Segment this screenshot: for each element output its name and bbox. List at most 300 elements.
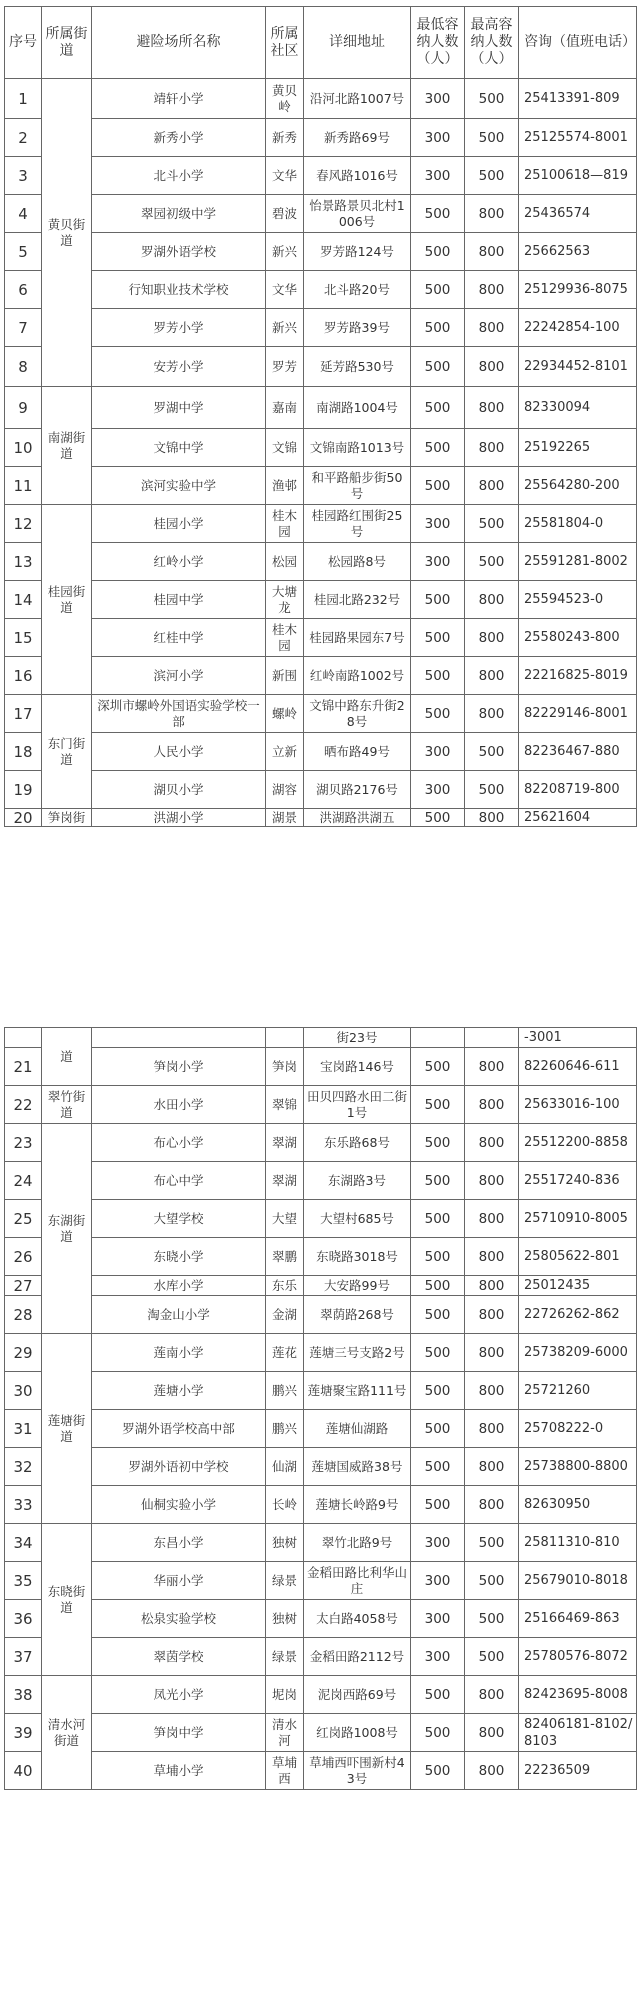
- phone-cell: 82208719-800: [519, 771, 637, 809]
- shelter-name: 布心小学: [92, 1124, 266, 1162]
- header-row: [5, 7, 637, 79]
- phone-cell: -3001: [519, 1028, 637, 1048]
- phone-cell: 82229146-8001: [519, 695, 637, 733]
- address-cell: 南湖路1004号: [304, 387, 411, 429]
- header-street: 所属街道: [42, 7, 92, 79]
- address-cell: 文锦中路东升街28号: [304, 695, 411, 733]
- phone-cell: 25780576-8072: [519, 1638, 637, 1676]
- community-cell: 湖景: [266, 809, 304, 827]
- community-cell: 碧波: [266, 195, 304, 233]
- address-cell: 金稻田路比利华山庄: [304, 1562, 411, 1600]
- max-capacity: 800: [465, 1086, 519, 1124]
- address-cell: 莲塘仙湖路: [304, 1410, 411, 1448]
- table-row: [5, 1562, 637, 1600]
- min-capacity: 300: [411, 505, 465, 543]
- table-row: [5, 657, 637, 695]
- table-row: [5, 1238, 637, 1276]
- min-capacity: 500: [411, 1752, 465, 1790]
- max-capacity: 800: [465, 1372, 519, 1410]
- table-row: [5, 387, 637, 429]
- address-cell: 洪湖路洪湖五: [304, 809, 411, 827]
- min-capacity: 500: [411, 271, 465, 309]
- table-row: [5, 1372, 637, 1410]
- max-capacity: 500: [465, 1638, 519, 1676]
- min-capacity: 500: [411, 809, 465, 827]
- row-number: 40: [5, 1752, 42, 1790]
- max-capacity: 800: [465, 619, 519, 657]
- community-cell: 大望: [266, 1200, 304, 1238]
- shelter-name: 湖贝小学: [92, 771, 266, 809]
- street-cell: 清水河街道: [42, 1676, 92, 1790]
- community-cell: 东乐: [266, 1276, 304, 1296]
- table-row: [5, 1448, 637, 1486]
- phone-cell: 25517240-836: [519, 1162, 637, 1200]
- min-capacity: 500: [411, 429, 465, 467]
- table-row: [5, 309, 637, 347]
- min-capacity: 500: [411, 1276, 465, 1296]
- max-capacity: 800: [465, 1676, 519, 1714]
- table-row: [5, 271, 637, 309]
- max-capacity: 800: [465, 1410, 519, 1448]
- min-capacity: 300: [411, 771, 465, 809]
- max-capacity: 500: [465, 1524, 519, 1562]
- max-capacity: 800: [465, 1486, 519, 1524]
- community-cell: 独树: [266, 1600, 304, 1638]
- street-cell: 东晓街道: [42, 1524, 92, 1676]
- address-cell: 红岭南路1002号: [304, 657, 411, 695]
- table-row: [5, 429, 637, 467]
- shelter-name: 翠园初级中学: [92, 195, 266, 233]
- phone-cell: 25805622-801: [519, 1238, 637, 1276]
- shelter-name: 莲南小学: [92, 1334, 266, 1372]
- community-cell: 莲花: [266, 1334, 304, 1372]
- community-cell: 绿景: [266, 1562, 304, 1600]
- max-capacity: 800: [465, 1296, 519, 1334]
- row-number: 7: [5, 309, 42, 347]
- min-capacity: 300: [411, 79, 465, 119]
- table-row: [5, 1162, 637, 1200]
- community-cell: 仙湖: [266, 1448, 304, 1486]
- phone-cell: 82423695-8008: [519, 1676, 637, 1714]
- community-cell: 新秀: [266, 119, 304, 157]
- street-cell: 南湖街道: [42, 387, 92, 505]
- min-capacity: 500: [411, 309, 465, 347]
- max-capacity: 800: [465, 1048, 519, 1086]
- min-capacity: 500: [411, 1296, 465, 1334]
- table-row: [5, 733, 637, 771]
- min-capacity: 500: [411, 1448, 465, 1486]
- shelter-name: 水田小学: [92, 1086, 266, 1124]
- row-number: 19: [5, 771, 42, 809]
- shelter-name: 行知职业技术学校: [92, 271, 266, 309]
- row-number: 10: [5, 429, 42, 467]
- row-number: 26: [5, 1238, 42, 1276]
- min-capacity: 500: [411, 1410, 465, 1448]
- address-cell: 田贝四路水田二街1号: [304, 1086, 411, 1124]
- address-cell: 翠荫路268号: [304, 1296, 411, 1334]
- row-number: 34: [5, 1524, 42, 1562]
- community-cell: 文锦: [266, 429, 304, 467]
- min-capacity: 500: [411, 1048, 465, 1086]
- address-cell: 桂园路果园东7号: [304, 619, 411, 657]
- table-row: [5, 543, 637, 581]
- community-cell: 新围: [266, 657, 304, 695]
- table-row: [5, 1200, 637, 1238]
- table-row: [5, 771, 637, 809]
- min-capacity: 500: [411, 1676, 465, 1714]
- street-cell: 东门街道: [42, 695, 92, 809]
- row-number: 8: [5, 347, 42, 387]
- phone-cell: 82630950: [519, 1486, 637, 1524]
- phone-cell: 25100618—819: [519, 157, 637, 195]
- table-row: [5, 1676, 637, 1714]
- address-cell: 文锦南路1013号: [304, 429, 411, 467]
- table-row: [5, 1276, 637, 1296]
- row-number: 3: [5, 157, 42, 195]
- min-capacity: [411, 1028, 465, 1048]
- phone-cell: 25166469-863: [519, 1600, 637, 1638]
- table-row: [5, 467, 637, 505]
- shelter-name: 凤光小学: [92, 1676, 266, 1714]
- phone-cell: 25125574-8001: [519, 119, 637, 157]
- address-cell: 太白路4058号: [304, 1600, 411, 1638]
- max-capacity: 800: [465, 387, 519, 429]
- community-cell: 大塘龙: [266, 581, 304, 619]
- phone-cell: 25512200-8858: [519, 1124, 637, 1162]
- max-capacity: 800: [465, 1238, 519, 1276]
- table-row: [5, 1086, 637, 1124]
- header-phone: 咨询（值班电话）: [519, 7, 637, 79]
- address-cell: 延芳路530号: [304, 347, 411, 387]
- address-cell: 罗芳路39号: [304, 309, 411, 347]
- community-cell: 新兴: [266, 309, 304, 347]
- address-cell: 东晓路3018号: [304, 1238, 411, 1276]
- phone-cell: 25591281-8002: [519, 543, 637, 581]
- min-capacity: 500: [411, 387, 465, 429]
- shelter-name: 莲塘小学: [92, 1372, 266, 1410]
- address-cell: 桂园路红围街25号: [304, 505, 411, 543]
- row-number: 31: [5, 1410, 42, 1448]
- shelter-name: 草埔小学: [92, 1752, 266, 1790]
- table-row: [5, 1486, 637, 1524]
- community-cell: 坭岗: [266, 1676, 304, 1714]
- table-row: [5, 195, 637, 233]
- table-row: [5, 347, 637, 387]
- min-capacity: 500: [411, 695, 465, 733]
- address-cell: 金稻田路2112号: [304, 1638, 411, 1676]
- header-name: 避险场所名称: [92, 7, 266, 79]
- street-cell: 桂园街道: [42, 505, 92, 695]
- row-number: 2: [5, 119, 42, 157]
- header-max: 最高容纳人数（人）: [465, 7, 519, 79]
- shelter-name: 东晓小学: [92, 1238, 266, 1276]
- shelter-name: 罗湖外语学校: [92, 233, 266, 271]
- address-cell: 罗芳路124号: [304, 233, 411, 271]
- shelter-name: 罗湖外语学校高中部: [92, 1410, 266, 1448]
- row-number: 25: [5, 1200, 42, 1238]
- min-capacity: 500: [411, 581, 465, 619]
- row-number: 11: [5, 467, 42, 505]
- community-cell: 鹏兴: [266, 1410, 304, 1448]
- row-number: 13: [5, 543, 42, 581]
- shelter-name: 桂园中学: [92, 581, 266, 619]
- min-capacity: 300: [411, 1562, 465, 1600]
- street-cell: 笋岗街: [42, 809, 92, 827]
- phone-cell: 25710910-8005: [519, 1200, 637, 1238]
- phone-cell: 25721260: [519, 1372, 637, 1410]
- table-body-2: [5, 1028, 637, 1790]
- street-cell: 莲塘街道: [42, 1334, 92, 1524]
- address-cell: 东湖路3号: [304, 1162, 411, 1200]
- community-cell: 长岭: [266, 1486, 304, 1524]
- shelter-name: [92, 1028, 266, 1048]
- address-cell: 沿河北路1007号: [304, 79, 411, 119]
- address-cell: 泥岗西路69号: [304, 1676, 411, 1714]
- shelter-name: 罗芳小学: [92, 309, 266, 347]
- phone-cell: 82260646-611: [519, 1048, 637, 1086]
- shelter-name: 华丽小学: [92, 1562, 266, 1600]
- max-capacity: 800: [465, 1124, 519, 1162]
- max-capacity: 800: [465, 233, 519, 271]
- row-number: 32: [5, 1448, 42, 1486]
- phone-cell: 25129936-8075: [519, 271, 637, 309]
- community-cell: 鹏兴: [266, 1372, 304, 1410]
- min-capacity: 300: [411, 157, 465, 195]
- table-row: [5, 1714, 637, 1752]
- community-cell: 清水河: [266, 1714, 304, 1752]
- min-capacity: 500: [411, 195, 465, 233]
- table-row: [5, 1752, 637, 1790]
- phone-cell: 25413391-809: [519, 79, 637, 119]
- address-cell: 莲塘聚宝路111号: [304, 1372, 411, 1410]
- phone-cell: 25436574: [519, 195, 637, 233]
- address-cell: 宝岗路146号: [304, 1048, 411, 1086]
- min-capacity: 500: [411, 1372, 465, 1410]
- phone-cell: 25192265: [519, 429, 637, 467]
- address-cell: 大望村685号: [304, 1200, 411, 1238]
- table-row: [5, 505, 637, 543]
- row-number: 39: [5, 1714, 42, 1752]
- min-capacity: 300: [411, 733, 465, 771]
- phone-cell: 25679010-8018: [519, 1562, 637, 1600]
- address-cell: 新秀路69号: [304, 119, 411, 157]
- shelter-name: 人民小学: [92, 733, 266, 771]
- shelter-name: 红岭小学: [92, 543, 266, 581]
- table-row: [5, 233, 637, 271]
- phone-cell: 25580243-800: [519, 619, 637, 657]
- max-capacity: 500: [465, 157, 519, 195]
- row-number: 5: [5, 233, 42, 271]
- phone-cell: 25633016-100: [519, 1086, 637, 1124]
- community-cell: 翠湖: [266, 1124, 304, 1162]
- table-page-2: [4, 1027, 636, 1790]
- max-capacity: 800: [465, 1752, 519, 1790]
- max-capacity: 800: [465, 1714, 519, 1752]
- community-cell: 笋岗: [266, 1048, 304, 1086]
- street-cell: 道: [42, 1028, 92, 1086]
- row-number: 35: [5, 1562, 42, 1600]
- community-cell: 文华: [266, 271, 304, 309]
- community-cell: 文华: [266, 157, 304, 195]
- max-capacity: 500: [465, 119, 519, 157]
- min-capacity: 500: [411, 467, 465, 505]
- min-capacity: 500: [411, 619, 465, 657]
- phone-cell: 82236467-880: [519, 733, 637, 771]
- max-capacity: 800: [465, 1448, 519, 1486]
- street-cell: 翠竹街道: [42, 1086, 92, 1124]
- max-capacity: 800: [465, 1276, 519, 1296]
- row-number: 27: [5, 1276, 42, 1296]
- max-capacity: 800: [465, 581, 519, 619]
- shelter-name: 布心中学: [92, 1162, 266, 1200]
- row-number: 29: [5, 1334, 42, 1372]
- min-capacity: 300: [411, 119, 465, 157]
- row-number: 15: [5, 619, 42, 657]
- table-row: [5, 1048, 637, 1086]
- address-cell: 街23号: [304, 1028, 411, 1048]
- phone-cell: 22236509: [519, 1752, 637, 1790]
- max-capacity: 800: [465, 429, 519, 467]
- table-row: [5, 1124, 637, 1162]
- max-capacity: 800: [465, 1200, 519, 1238]
- community-cell: 螺岭: [266, 695, 304, 733]
- table-body-1: [5, 79, 637, 827]
- min-capacity: 500: [411, 1486, 465, 1524]
- max-capacity: 800: [465, 1334, 519, 1372]
- shelter-name: 笋岗中学: [92, 1714, 266, 1752]
- shelter-name: 仙桐实验小学: [92, 1486, 266, 1524]
- table-page-1: [4, 6, 636, 827]
- table-row: [5, 1638, 637, 1676]
- community-cell: 渔邨: [266, 467, 304, 505]
- row-number: 23: [5, 1124, 42, 1162]
- max-capacity: 800: [465, 657, 519, 695]
- address-cell: 松园路8号: [304, 543, 411, 581]
- header-min: 最低容纳人数（人）: [411, 7, 465, 79]
- table-row: [5, 1410, 637, 1448]
- address-cell: 怡景路景贝北村1006号: [304, 195, 411, 233]
- phone-cell: 22216825-8019: [519, 657, 637, 695]
- shelter-name: 桂园小学: [92, 505, 266, 543]
- shelter-name: 滨河小学: [92, 657, 266, 695]
- min-capacity: 300: [411, 543, 465, 581]
- table-row: [5, 619, 637, 657]
- phone-cell: 22726262-862: [519, 1296, 637, 1334]
- row-number: 16: [5, 657, 42, 695]
- address-cell: 东乐路68号: [304, 1124, 411, 1162]
- shelter-name: 靖轩小学: [92, 79, 266, 119]
- max-capacity: 500: [465, 543, 519, 581]
- address-cell: 莲塘三号支路2号: [304, 1334, 411, 1372]
- shelter-name: 笋岗小学: [92, 1048, 266, 1086]
- row-number: 12: [5, 505, 42, 543]
- community-cell: 嘉南: [266, 387, 304, 429]
- shelter-name: 罗湖中学: [92, 387, 266, 429]
- min-capacity: 500: [411, 1334, 465, 1372]
- phone-cell: 25738800-8800: [519, 1448, 637, 1486]
- min-capacity: 500: [411, 1162, 465, 1200]
- row-number: 18: [5, 733, 42, 771]
- row-number: 33: [5, 1486, 42, 1524]
- phone-cell: 25708222-0: [519, 1410, 637, 1448]
- table-row: [5, 119, 637, 157]
- phone-cell: 82330094: [519, 387, 637, 429]
- community-cell: 翠鹏: [266, 1238, 304, 1276]
- community-cell: 湖容: [266, 771, 304, 809]
- phone-cell: 25621604: [519, 809, 637, 827]
- row-number: 1: [5, 79, 42, 119]
- community-cell: 翠锦: [266, 1086, 304, 1124]
- shelter-name: 水库小学: [92, 1276, 266, 1296]
- max-capacity: 500: [465, 1562, 519, 1600]
- community-cell: 桂木园: [266, 505, 304, 543]
- shelter-name: 东昌小学: [92, 1524, 266, 1562]
- community-cell: 新兴: [266, 233, 304, 271]
- shelter-name: 文锦中学: [92, 429, 266, 467]
- community-cell: 金湖: [266, 1296, 304, 1334]
- address-cell: 翠竹北路9号: [304, 1524, 411, 1562]
- row-number: 21: [5, 1048, 42, 1086]
- max-capacity: 800: [465, 695, 519, 733]
- table-row: [5, 1334, 637, 1372]
- phone-cell: 22242854-100: [519, 309, 637, 347]
- max-capacity: 500: [465, 771, 519, 809]
- address-cell: 桂园北路232号: [304, 581, 411, 619]
- max-capacity: [465, 1028, 519, 1048]
- row-number: 28: [5, 1296, 42, 1334]
- shelter-name: 松泉实验学校: [92, 1600, 266, 1638]
- table-row: [5, 809, 637, 827]
- address-cell: 红岗路1008号: [304, 1714, 411, 1752]
- table-row: [5, 1296, 637, 1334]
- phone-cell: 25738209-6000: [519, 1334, 637, 1372]
- address-cell: 湖贝路2176号: [304, 771, 411, 809]
- address-cell: 晒布路49号: [304, 733, 411, 771]
- address-cell: 春风路1016号: [304, 157, 411, 195]
- min-capacity: 500: [411, 1238, 465, 1276]
- shelter-name: 洪湖小学: [92, 809, 266, 827]
- header-no: 序号: [5, 7, 42, 79]
- community-cell: [266, 1028, 304, 1048]
- phone-cell: 25581804-0: [519, 505, 637, 543]
- phone-cell: 82406181-8102/8103: [519, 1714, 637, 1752]
- header-address: 详细地址: [304, 7, 411, 79]
- max-capacity: 500: [465, 505, 519, 543]
- shelter-name: 淘金山小学: [92, 1296, 266, 1334]
- address-cell: 草埔西吓围新村43号: [304, 1752, 411, 1790]
- address-cell: 北斗路20号: [304, 271, 411, 309]
- row-number: 17: [5, 695, 42, 733]
- shelter-name: 大望学校: [92, 1200, 266, 1238]
- address-cell: 莲塘国威路38号: [304, 1448, 411, 1486]
- min-capacity: 500: [411, 233, 465, 271]
- table-row: [5, 581, 637, 619]
- street-cell: 东湖街道: [42, 1124, 92, 1334]
- row-number: 6: [5, 271, 42, 309]
- header-community: 所属社区: [266, 7, 304, 79]
- max-capacity: 800: [465, 1162, 519, 1200]
- row-number: 30: [5, 1372, 42, 1410]
- phone-cell: 25594523-0: [519, 581, 637, 619]
- table-row: [5, 157, 637, 195]
- shelter-name: 北斗小学: [92, 157, 266, 195]
- phone-cell: 25662563: [519, 233, 637, 271]
- community-cell: 罗芳: [266, 347, 304, 387]
- street-cell: 黄贝街道: [42, 79, 92, 387]
- row-number: 20: [5, 809, 42, 827]
- shelter-name: 安芳小学: [92, 347, 266, 387]
- row-number: [5, 1028, 42, 1048]
